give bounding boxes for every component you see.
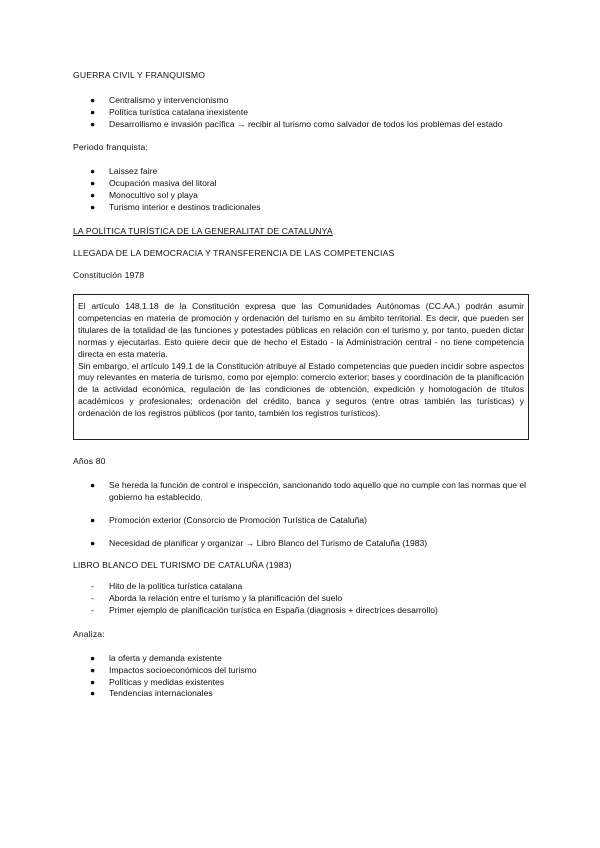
list-libro-blanco xyxy=(73,581,529,617)
list-item: ● Política turística catalana inexistente xyxy=(90,106,249,117)
list-periodo-franquista xyxy=(73,166,529,213)
paragraph-articulo-149: Sin embargo, el artículo 149.1 de la Constitución atribuye al Estado competencias que pueden incidir sobre aspectos muy relevantes en materia de turismo, como por ejemplo: comercio exterior; bases y coordinación de la planificación de la actividad económica, regulación de las condiciones de obtención, expedición y homologación de títulos académicos y profesionales; ordenación del crédito, banca y seguros (entre otras también las turísticas) y ordenación de los registros públicos (por tanto, también los registros turísticos). xyxy=(78,360,524,419)
paragraph-articulo-148: El artículo 148.1.18 de la Constitución expresa que las Comunidades Autónomas (CC.AA.) podrán asumir competencias en materia de promoción y ordenación del turismo en su ámbito territorial. Es decir, que pueden ser titulares de la totalidad de las funciones y potestades públicas en relación con el turismo y, por tanto, pueden dictar normas y ejecutarlas. Esto quiere decir que de hecho el Estado - la Administración central - no tiene competencia directa en esta materia. xyxy=(78,301,524,359)
heading-guerra-civil: GUERRA CIVIL Y FRANQUISMO xyxy=(73,70,206,80)
list-item: - Primer ejemplo de planificación turística en España (diagnosis + directrices desarrollo) xyxy=(91,605,438,616)
bullet-icon: ● xyxy=(90,688,96,699)
list-item: ● Se hereda la función de control e inspección, sancionando todo aquello que no cumple con las normas que el gobierno ha establecido. xyxy=(90,480,527,503)
list-guerra-civil xyxy=(73,95,529,131)
heading-periodo-franquista: Periodo franquista: xyxy=(73,142,148,153)
list-item: ● Turismo interior e destinos tradicionales xyxy=(90,201,261,212)
list-item: ● Ocupación masiva del litoral xyxy=(90,178,217,189)
heading-analiza: Analiza: xyxy=(73,629,105,640)
list-analiza xyxy=(73,653,529,700)
bullet-icon: ● xyxy=(90,201,96,212)
bullet-icon: ● xyxy=(90,190,96,201)
list-item: ● Tendencias internacionales xyxy=(90,688,213,699)
list-item: ● Promoción exterior (Consorcio de Promoción Turística de Cataluña) xyxy=(90,514,367,525)
heading-llegada-democracia: LLEGADA DE LA DEMOCRACIA Y TRANSFERENCIA DE LAS COMPETENCIAS xyxy=(73,247,395,258)
heading-politica-turistica: LA POLÍTICA TURÍSTICA DE LA GENERALITAT DE CATALUNYA xyxy=(73,225,333,236)
bullet-icon: ● xyxy=(90,178,96,189)
list-item: ● Centralismo y intervencionismo xyxy=(90,94,229,105)
bullet-icon: ● xyxy=(90,664,96,675)
dash-icon: - xyxy=(91,593,94,604)
bullet-icon: ● xyxy=(90,118,96,129)
list-item: - Hito de la política turística catalana xyxy=(91,581,243,592)
list-item: ● Monocultivo sol y playa xyxy=(90,190,198,201)
list-item: ● Políticas y medidas existentes xyxy=(90,676,225,687)
heading-libro-blanco: LIBRO BLANCO DEL TURISMO DE CATALUÑA (1983) xyxy=(73,559,292,570)
bullet-icon: ● xyxy=(90,537,96,548)
list-item: ● Necesidad de planificar y organizar → Libro Blanco del Turismo de Cataluña (1983) xyxy=(90,537,428,548)
bullet-icon: ● xyxy=(90,166,96,177)
document-page xyxy=(73,70,529,700)
bullet-icon: ● xyxy=(90,480,96,491)
bullet-icon: ● xyxy=(90,94,96,105)
heading-anos-80: Años 80 xyxy=(73,456,106,467)
heading-constitucion: Constitución 1978 xyxy=(73,270,145,281)
list-item: ● Desarrollismo e invasión pacífica → recibir al turismo como salvador de todos los problemas del estado xyxy=(90,118,503,129)
dash-icon: - xyxy=(91,581,94,592)
bullet-icon: ● xyxy=(90,514,96,525)
bullet-icon: ● xyxy=(90,106,96,117)
list-item: - Aborda la relación entre el turismo y la planificación del suelo xyxy=(91,593,343,604)
bullet-icon: ● xyxy=(90,652,96,663)
list-item: ● Impactos socioeconómicos del turismo xyxy=(90,664,257,675)
list-item: ● Laissez faire xyxy=(90,166,158,177)
list-anos-80 xyxy=(73,480,529,549)
list-item: ● la oferta y demanda existente xyxy=(90,652,222,663)
bullet-icon: ● xyxy=(90,676,96,687)
dash-icon: - xyxy=(91,605,94,616)
constitution-box xyxy=(73,294,529,440)
